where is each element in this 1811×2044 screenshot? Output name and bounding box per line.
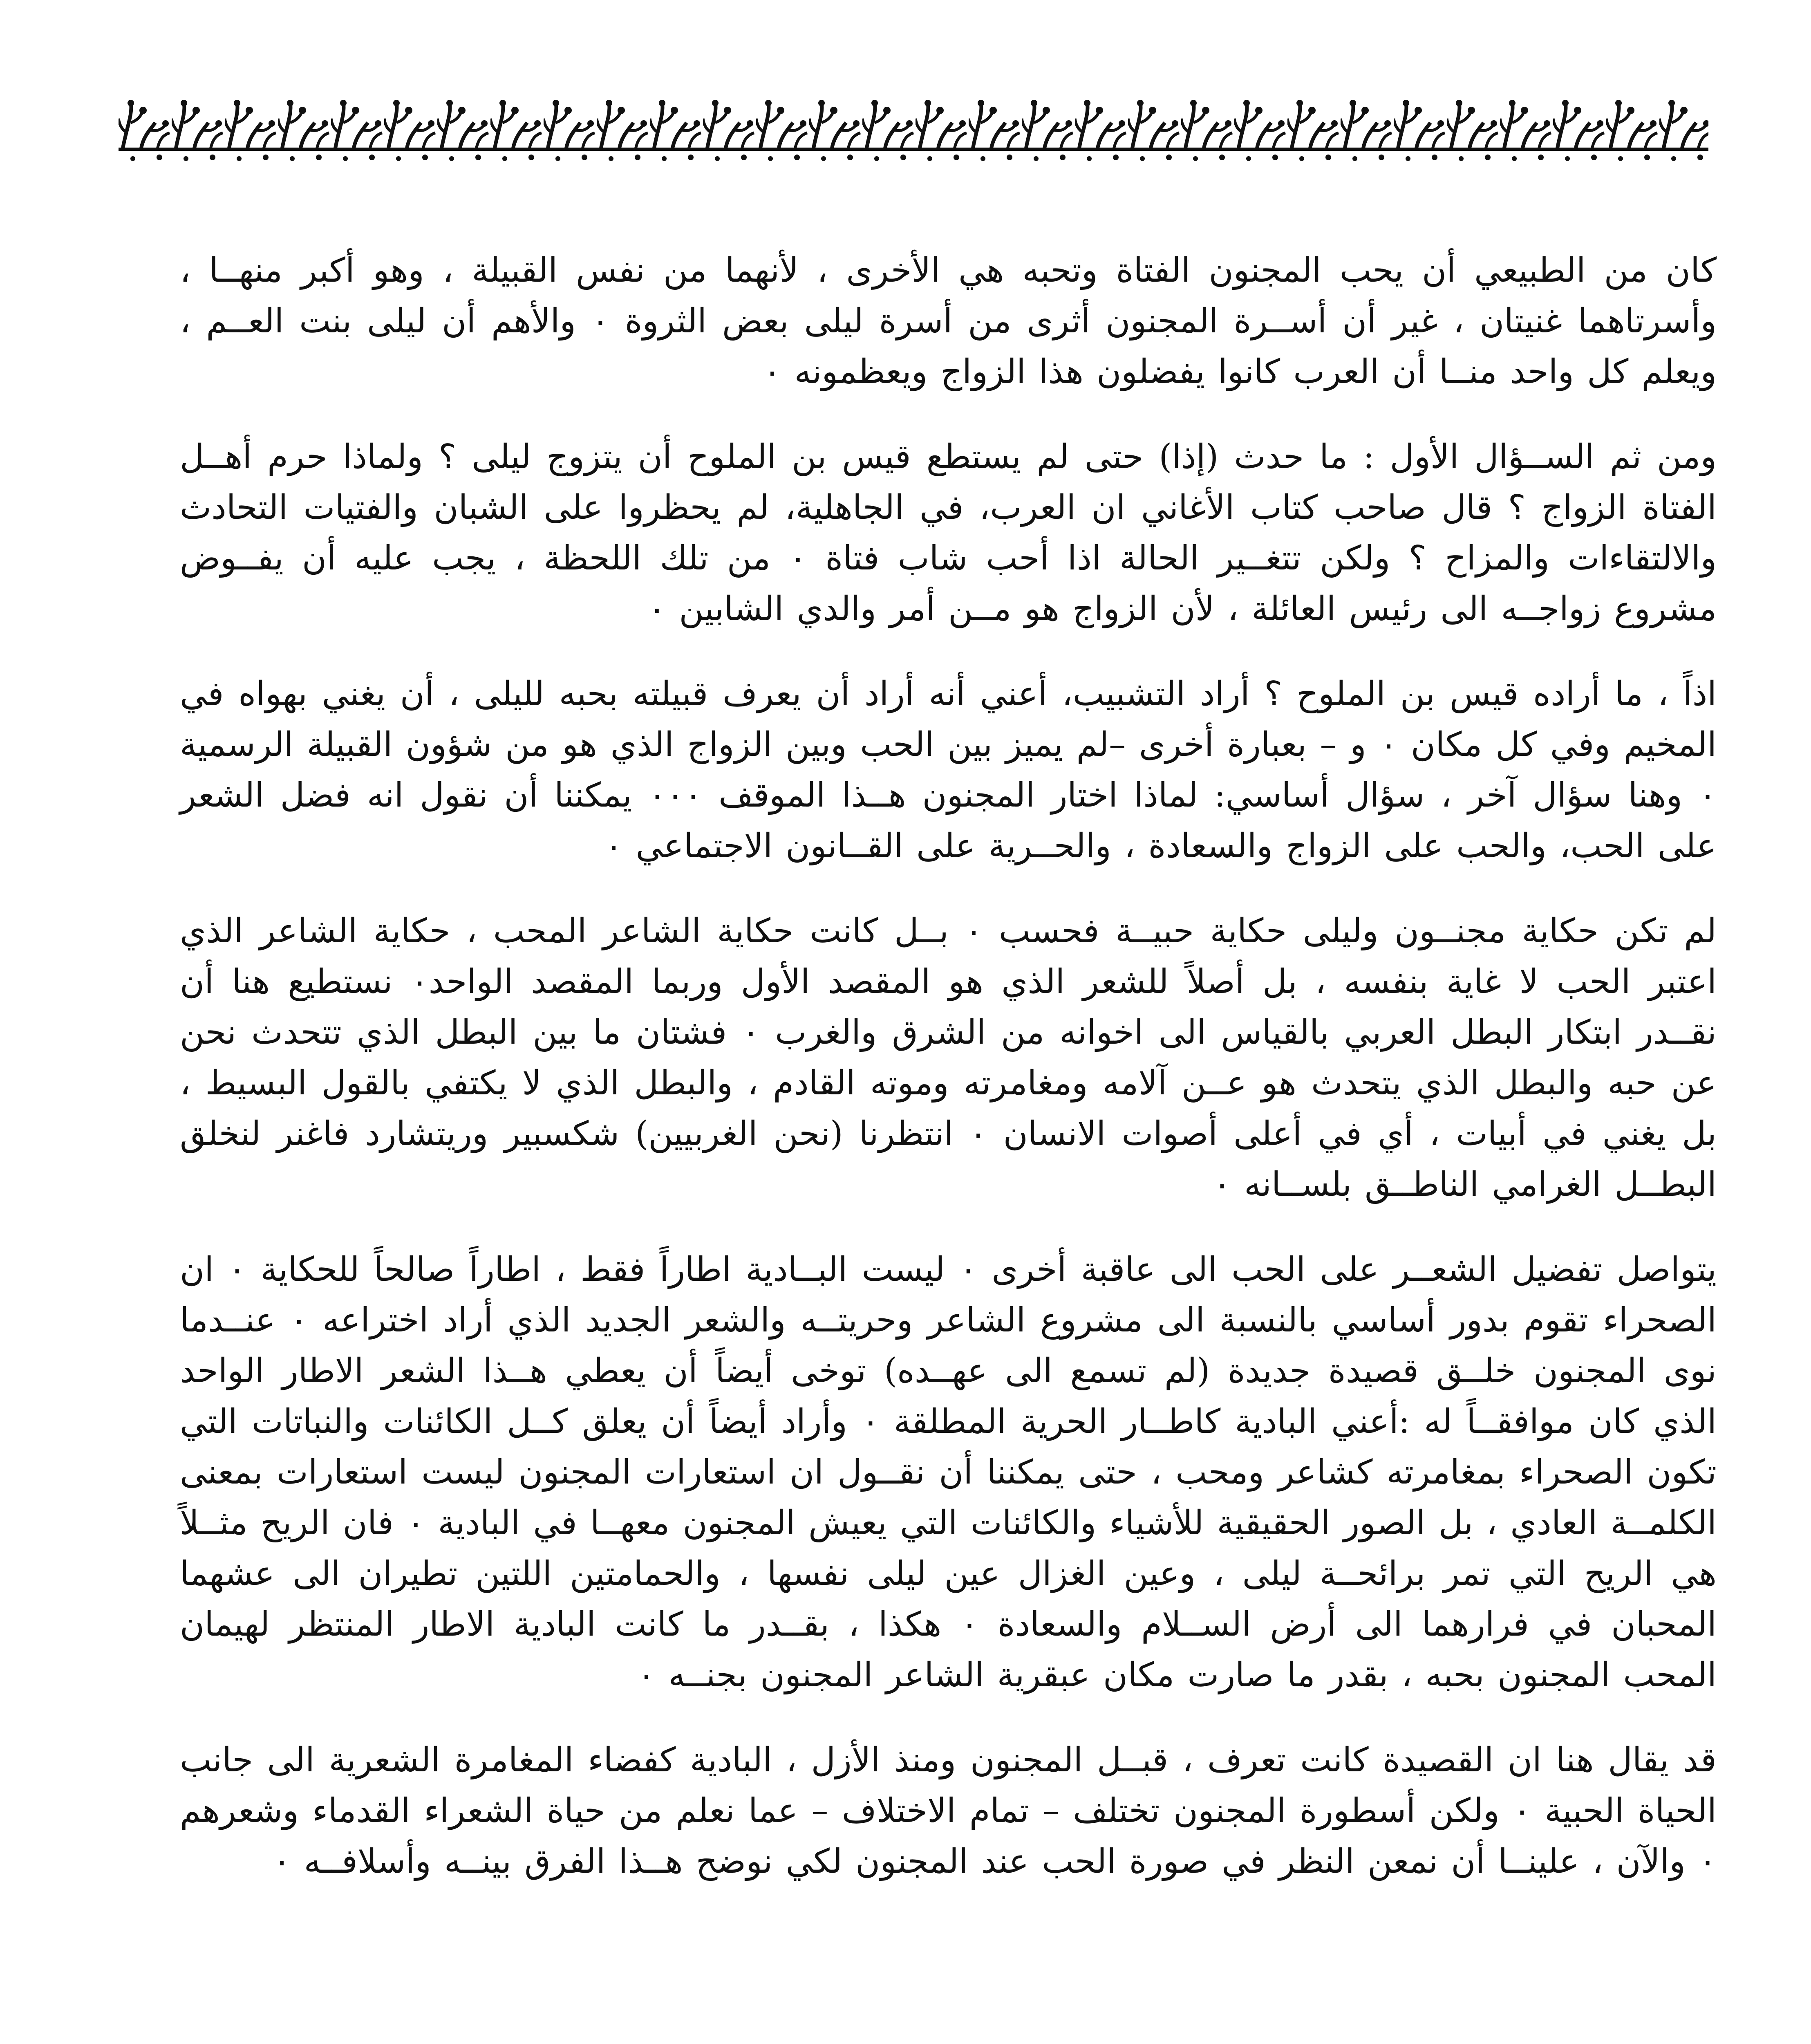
paragraph: كان من الطبيعي أن يحب المجنون الفتاة وتحبه هي الأخرى ، لأنهما من نفس القبيلة ، وهو أكبر منهــا ، وأسرتاهما غنيتان ، غير أن أســرة المجنون أثرى من أسرة ليلى بعض الثروة ٠ والأهم أن ليلى بنت العــم ، ويعلم كل واحد منــا أن العرب كانوا يفضلون هذا الزواج ويعظمونه ٠ — [180, 251, 1717, 391]
paragraph: اذاً ، ما أراده قيس بن الملوح ؟ أراد التشبيب، أعني أنه أراد أن يعرف قبيلته بحبه لليلى ، أن يغني بهواه في المخيم وفي كل مكان ٠ و – بعبارة أخرى –لم يميز بين الحب وبين الزواج الذي هو من شؤون القبيلة الرسمية ٠ وهنا سؤال آخر ، سؤال أساسي: لماذا اختار المجنون هــذا الموقف ٠٠٠ يمكننا أن نقول انه فضل الشعر على الحب، والحب على الزواج والسعادة ، والحــرية على القــانون الاجتماعي ٠ — [180, 675, 1717, 865]
paragraph: يتواصل تفضيل الشعــر على الحب الى عاقبة أخرى ٠ ليست البــادية اطاراً فقط ، اطاراً صالحاً للحكاية ٠ ان الصحراء تقوم بدور أساسي بالنسبة الى مشروع الشاعر وحريتــه والشعر الجديد الذي أراد اختراعه ٠ عنــدما نوى المجنون خلــق قصيدة جديدة (لم تسمع الى عهــده) توخى أيضاً أن يعطي هــذا الشعر الاطار الواحد الذي كان موافقــاً له :أعني البادية كاطــار الحرية المطلقة ٠ وأراد أيضاً أن يعلق كــل الكائنات والنباتات التي تكون الصحراء بمغامرته كشاعر ومحب ، حتى يمكننا أن نقــول ان استعارات المجنون ليست استعارات بمعنى الكلمــة العادي ، بل الصور الحقيقية للأشياء والكائنات التي يعيش المجنون معهــا في البادية ٠ فان الريح مثــلاً هي الريح التي تمر برائحــة ليلى ، وعين الغزال عين ليلى نفسها ، والحمامتين اللتين تطيران الى عشهما المحبان في فرارهما الى أرض الســلام والسعادة ٠ هكذا ، بقــدر ما كانت البادية الاطار المنتظر لهيمان المحب المجنون بحبه ، بقدر ما صارت مكان عبقرية الشاعر المجنون بجنــه ٠ — [180, 1250, 1717, 1694]
paragraph: قد يقال هنا ان القصيدة كانت تعرف ، قبــل المجنون ومنذ الأزل ، البادية كفضاء المغامرة الشعرية الى جانب الحياة الحبية ٠ ولكن أسطورة المجنون تختلف – تمام الاختلاف – عما نعلم من حياة الشعراء القدماء وشعرهم ٠ والآن ، علينــا أن نمعن النظر في صورة الحب عند المجنون لكي نوضح هــذا الفرق بينــه وأسلافــه ٠ — [180, 1741, 1717, 1881]
paragraph: ومن ثم الســؤال الأول : ما حدث (إذا) حتى لم يستطع قيس بن الملوح أن يتزوج ليلى ؟ ولماذا حرم أهــل الفتاة الزواج ؟ قال صاحب كتاب الأغاني ان العرب، في الجاهلية، لم يحظروا على الشبان والفتيات التحادث والالتقاءات والمزاح ؟ ولكن تتغــير الحالة اذا أحب شاب فتاة ٠ من تلك اللحظة ، يجب عليه أن يفــوض مشروع زواجــه الى رئيس العائلة ، لأن الزواج هو مــن أمر والدي الشابين ٠ — [180, 437, 1717, 628]
floral-border-icon — [119, 98, 1708, 164]
paragraph: لم تكن حكاية مجنــون وليلى حكاية حبيــة فحسب ٠ بــل كانت حكاية الشاعر المحب ، حكاية الشاعر الذي اعتبر الحب لا غاية بنفسه ، بل أصلاً للشعر الذي هو المقصد الأول وربما المقصد الواحد٠ نستطيع هنا أن نقــدر ابتكار البطل العربي بالقياس الى اخوانه من الشرق والغرب ٠ فشتان ما بين البطل الذي تتحدث نحن عن حبه والبطل الذي يتحدث هو عــن آلامه ومغامرته وموته القادم ، والبطل الذي لا يكتفي بالقول البسيط ، بل يغني في أبيات ، أي في أعلى أصوات الانسان ٠ انتظرنا (نحن الغربيين) شكسبير وريتشارد فاغنر لنخلق البطــل الغرامي الناطــق بلســانه ٠ — [180, 912, 1717, 1204]
article-body — [180, 245, 1717, 1921]
